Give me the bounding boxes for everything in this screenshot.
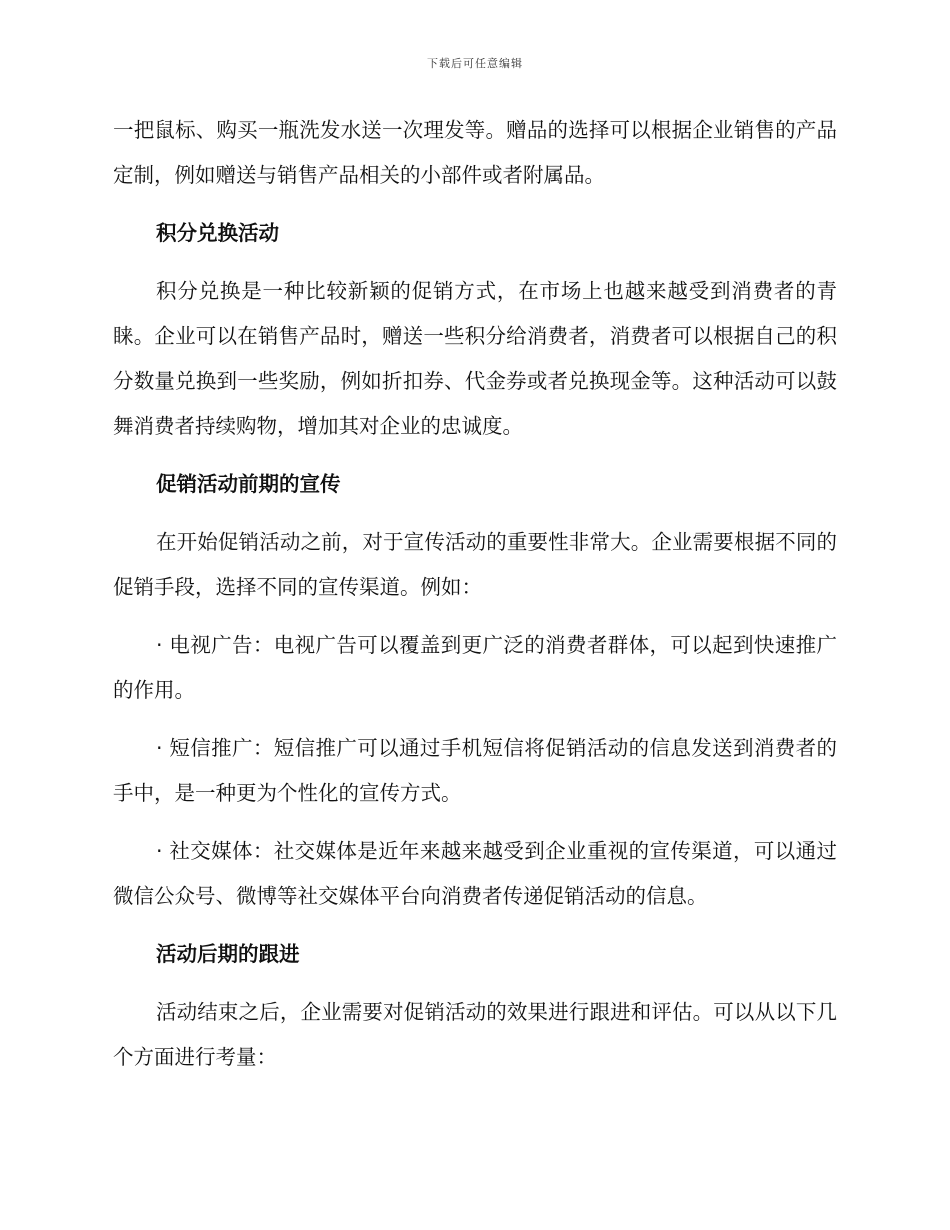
paragraph-points-exchange: 积分兑换是一种比较新颖的促销方式，在市场上也越来越受到消费者的青睐。企业可以在销售产品时，赠送一些积分给消费者，消费者可以根据自己的积分数量兑换到一些奖励，例如折扣券、代金券或者兑换现金等。这种活动可以鼓舞消费者持续购物，增加其对企业的忠诚度。 bbox=[113, 279, 837, 438]
page-header: 下载后可任意编辑 bbox=[427, 57, 523, 70]
paragraph-follow-up: 活动结束之后，企业需要对促销活动的效果进行跟进和评估。可以从以下几个方面进行考量： bbox=[113, 1000, 837, 1069]
paragraph-pre-promotion: 在开始促销活动之前，对于宣传活动的重要性非常大。企业需要根据不同的促销手段，选择不同的宣传渠道。例如： bbox=[113, 530, 837, 599]
section-heading-pre-promotion: 促销活动前期的宣传 bbox=[156, 472, 341, 496]
paragraph-gift-selection: 一把鼠标、购买一瓶洗发水送一次理发等。赠品的选择可以根据企业销售的产品定制，例如赠送与销售产品相关的小部件或者附属品。 bbox=[113, 118, 837, 187]
section-heading-points-exchange: 积分兑换活动 bbox=[156, 221, 279, 245]
section-heading-follow-up: 活动后期的跟进 bbox=[156, 942, 300, 966]
list-item-tv-ads: · 电视广告：电视广告可以覆盖到更广泛的消费者群体，可以起到快速推广的作用。 bbox=[113, 633, 837, 702]
list-item-social-media: · 社交媒体：社交媒体是近年来越来越受到企业重视的宣传渠道，可以通过微信公众号、微博等社交媒体平台向消费者传递促销活动的信息。 bbox=[113, 839, 837, 908]
list-item-sms-promotion: · 短信推广：短信推广可以通过手机短信将促销活动的信息发送到消费者的手中，是一种更为个性化的宣传方式。 bbox=[113, 736, 837, 805]
document-body bbox=[113, 108, 837, 1093]
